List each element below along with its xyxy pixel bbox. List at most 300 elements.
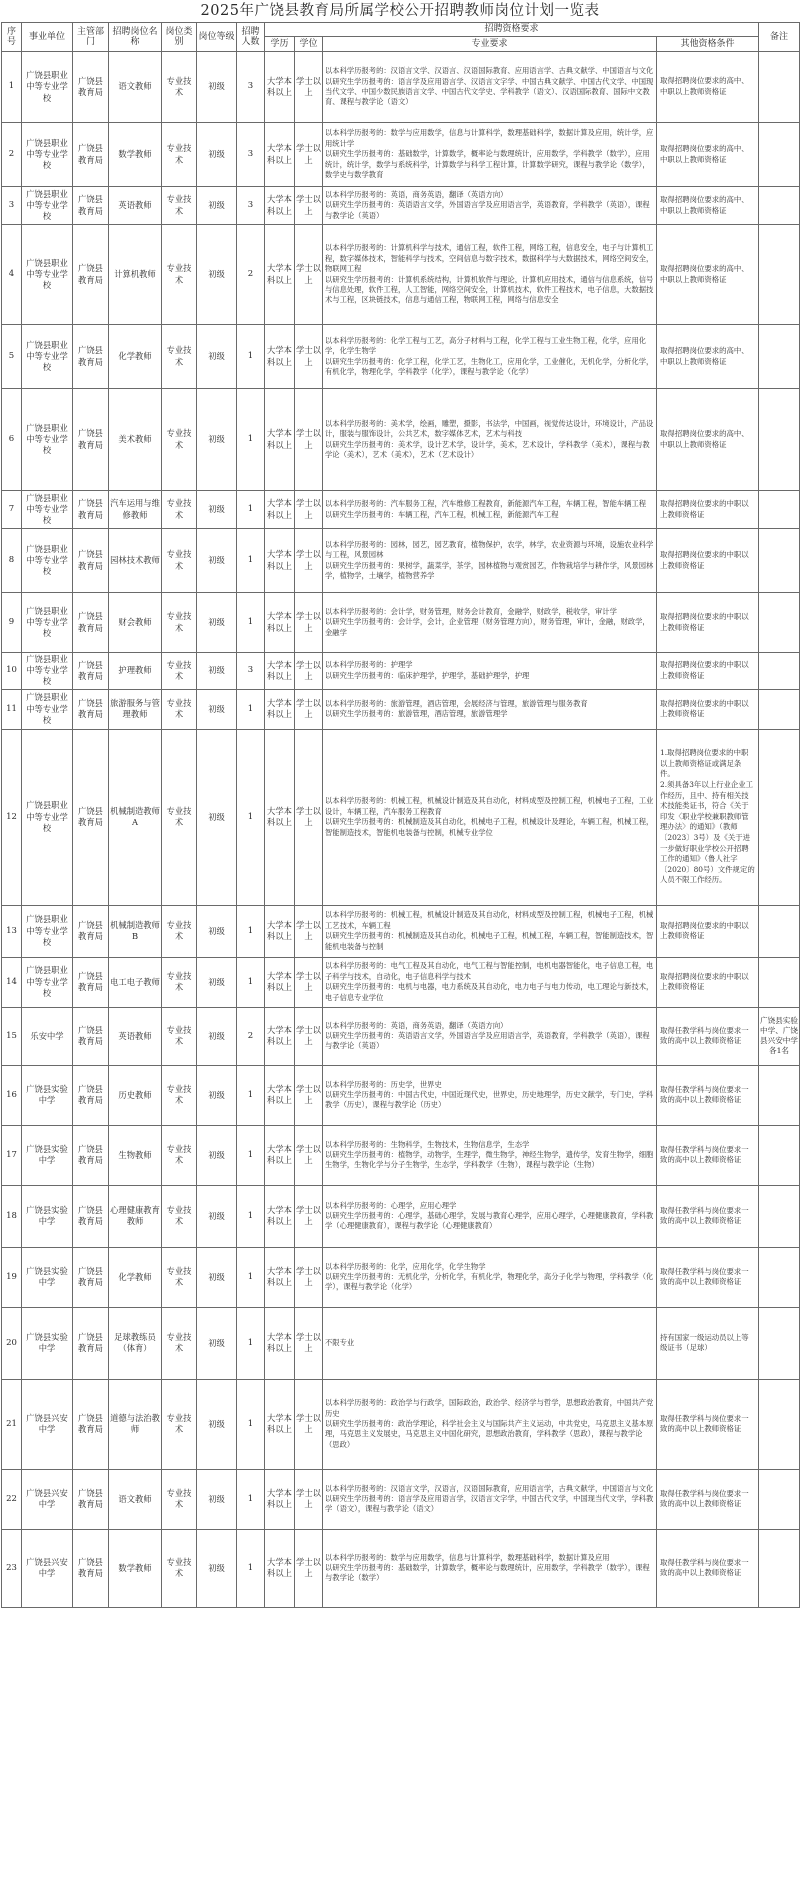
header-other: 其他资格条件 bbox=[657, 37, 759, 52]
cell-unit: 广饶县实验中学 bbox=[22, 1065, 73, 1125]
cell-post: 道德与法治教师 bbox=[109, 1379, 162, 1469]
cell-level: 初级 bbox=[197, 529, 237, 593]
cell-req: 不限专业 bbox=[323, 1307, 657, 1379]
cell-edu: 大学本科以上 bbox=[265, 1379, 295, 1469]
cell-level: 初级 bbox=[197, 653, 237, 690]
cell-req: 以本科学历报考的：美术学，绘画，雕塑，摄影，书法学，中国画，视觉传达设计，环境设计，产品设计，服装与服饰设计，公共艺术，数字媒体艺术，艺术与科技 以研究生学历报考的：美术学，设计艺术学，设计学，美术，艺术设计，学科教学（美术），课程与教学论（美术），艺术（美术），艺术（艺术设计） bbox=[323, 389, 657, 491]
cell-cat: 专业技术 bbox=[162, 957, 197, 1007]
cell-req: 以本科学历报考的：汉语言文学，汉语言，汉语国际教育，应用语言学，古典文献学，中国语言与文化 以研究生学历报考的：语言学及应用语言学，汉语言文字学，中国古代文学，中国现当代文学，学科教学（语文），课程与教学论（语文） bbox=[323, 1469, 657, 1529]
cell-other: 取得任教学科与岗位要求一致的高中以上教师资格证 bbox=[657, 1469, 759, 1529]
header-edu: 学历 bbox=[265, 37, 295, 52]
cell-edu: 大学本科以上 bbox=[265, 1529, 295, 1607]
cell-dept: 广饶县教育局 bbox=[73, 491, 109, 529]
cell-cat: 专业技术 bbox=[162, 225, 197, 325]
cell-edu: 大学本科以上 bbox=[265, 389, 295, 491]
cell-unit: 广饶县职业中等专业学校 bbox=[22, 491, 73, 529]
cell-degree: 学士以上 bbox=[295, 491, 323, 529]
cell-count: 1 bbox=[237, 325, 265, 389]
cell-edu: 大学本科以上 bbox=[265, 123, 295, 187]
cell-no: 3 bbox=[2, 187, 22, 225]
cell-other: 取得招聘岗位要求的中职以上教师资格证 bbox=[657, 491, 759, 529]
cell-dept: 广饶县教育局 bbox=[73, 529, 109, 593]
cell-cat: 专业技术 bbox=[162, 1379, 197, 1469]
cell-dept: 广饶县教育局 bbox=[73, 1247, 109, 1307]
cell-remark bbox=[759, 1307, 800, 1379]
cell-post: 财会教师 bbox=[109, 593, 162, 653]
cell-level: 初级 bbox=[197, 1007, 237, 1065]
cell-post: 园林技术教师 bbox=[109, 529, 162, 593]
cell-unit: 广饶县职业中等专业学校 bbox=[22, 225, 73, 325]
cell-no: 2 bbox=[2, 123, 22, 187]
cell-count: 1 bbox=[237, 1247, 265, 1307]
cell-count: 1 bbox=[237, 529, 265, 593]
cell-cat: 专业技术 bbox=[162, 1007, 197, 1065]
cell-unit: 广饶县职业中等专业学校 bbox=[22, 729, 73, 905]
cell-remark bbox=[759, 1469, 800, 1529]
cell-no: 21 bbox=[2, 1379, 22, 1469]
cell-count: 3 bbox=[237, 52, 265, 123]
header-unit: 事业单位 bbox=[22, 23, 73, 52]
table-row bbox=[2, 529, 800, 593]
cell-unit: 广饶县实验中学 bbox=[22, 1185, 73, 1247]
cell-level: 初级 bbox=[197, 1125, 237, 1185]
document-title: 2025年广饶县教育局所属学校公开招聘教师岗位计划一览表 bbox=[200, 3, 600, 19]
cell-other: 取得任教学科与岗位要求一致的高中以上教师资格证 bbox=[657, 1379, 759, 1469]
cell-level: 初级 bbox=[197, 389, 237, 491]
cell-req: 以本科学历报考的：汉语言文学、汉语言、汉语国际教育、应用语言学、古典文献学、中国语言与文化 以研究生学历报考的：语言学及应用语言学、汉语言文字学、中国古典文献学、中国古代文学、中国现当代文学、中国少数民族语言文学、中国古代文学史、学科教学（语文）、汉语国际教育、国际中文教育、课程与教学论（语文） bbox=[323, 52, 657, 123]
header-req-group: 招聘资格要求 bbox=[265, 23, 759, 37]
cell-edu: 大学本科以上 bbox=[265, 593, 295, 653]
cell-no: 10 bbox=[2, 653, 22, 690]
cell-req: 以本科学历报考的：英语，商务英语，翻译（英语方向） 以研究生学历报考的：英语语言文学，外国语言学及应用语言学，英语教育，学科教学（英语），课程与教学论（英语） bbox=[323, 187, 657, 225]
cell-unit: 广饶县职业中等专业学校 bbox=[22, 905, 73, 957]
cell-unit: 广饶县职业中等专业学校 bbox=[22, 123, 73, 187]
cell-post: 计算机教师 bbox=[109, 225, 162, 325]
cell-count: 1 bbox=[237, 957, 265, 1007]
cell-remark bbox=[759, 1185, 800, 1247]
cell-req: 以本科学历报考的：生物科学，生物技术，生物信息学，生态学 以研究生学历报考的：植物学，动物学，生理学，微生物学，神经生物学，遗传学，发育生物学，细胞生物学，生物化学与分子生物学，生态学，学科教学（生物），课程与教学论（生物） bbox=[323, 1125, 657, 1185]
cell-other: 持有国家一级运动员以上等级证书（足球） bbox=[657, 1307, 759, 1379]
cell-count: 1 bbox=[237, 729, 265, 905]
cell-level: 初级 bbox=[197, 225, 237, 325]
cell-edu: 大学本科以上 bbox=[265, 52, 295, 123]
cell-other: 取得招聘岗位要求的高中、中职以上教师资格证 bbox=[657, 123, 759, 187]
cell-count: 1 bbox=[237, 689, 265, 729]
cell-no: 18 bbox=[2, 1185, 22, 1247]
cell-level: 初级 bbox=[197, 689, 237, 729]
cell-cat: 专业技术 bbox=[162, 1185, 197, 1247]
cell-cat: 专业技术 bbox=[162, 52, 197, 123]
cell-level: 初级 bbox=[197, 905, 237, 957]
cell-edu: 大学本科以上 bbox=[265, 1065, 295, 1125]
cell-unit: 广饶县实验中学 bbox=[22, 1247, 73, 1307]
cell-post: 护理教师 bbox=[109, 653, 162, 690]
cell-no: 4 bbox=[2, 225, 22, 325]
cell-req: 以本科学历报考的：旅游管理，酒店管理，会展经济与管理，旅游管理与服务教育 以研究生学历报考的：旅游管理，酒店管理，旅游管理学 bbox=[323, 689, 657, 729]
cell-level: 初级 bbox=[197, 1379, 237, 1469]
table-row bbox=[2, 491, 800, 529]
cell-req: 以本科学历报考的：数学与应用数学，信息与计算科学，数理基础科学，数据计算及应用，统计学，应用统计学 以研究生学历报考的：基础数学，计算数学，概率论与数理统计，应用数学，学科教学（数学），应用统计，统计学，数学与系统科学，计算数学与科学工程计算，计算数学研究，课程与教学论（数学），数学史与数学教育 bbox=[323, 123, 657, 187]
cell-count: 1 bbox=[237, 1379, 265, 1469]
cell-req: 以本科学历报考的：历史学，世界史 以研究生学历报考的：中国古代史，中国近现代史，世界史，历史地理学，历史文献学，专门史，学科教学（历史），课程与教学论（历史） bbox=[323, 1065, 657, 1125]
cell-dept: 广饶县教育局 bbox=[73, 1469, 109, 1529]
cell-cat: 专业技术 bbox=[162, 491, 197, 529]
cell-no: 1 bbox=[2, 52, 22, 123]
cell-remark bbox=[759, 225, 800, 325]
cell-other: 取得招聘岗位要求的中职以上教师资格证 bbox=[657, 529, 759, 593]
cell-cat: 专业技术 bbox=[162, 529, 197, 593]
cell-remark bbox=[759, 52, 800, 123]
cell-cat: 专业技术 bbox=[162, 325, 197, 389]
cell-req: 以本科学历报考的：数学与应用数学，信息与计算科学，数理基础科学，数据计算及应用 以研究生学历报考的：基础数学，计算数学，概率论与数理统计，应用数学，学科教学（数学），课程与教学论（数学） bbox=[323, 1529, 657, 1607]
cell-other: 取得招聘岗位要求的中职以上教师资格证 bbox=[657, 957, 759, 1007]
cell-req: 以本科学历报考的：政治学与行政学，国际政治，政治学、经济学与哲学，思想政治教育，中国共产党历史 以研究生学历报考的：政治学理论，科学社会主义与国际共产主义运动，中共党史，马克思主义基本原理，马克思主义发展史，马克思主义中国化研究，思想政治教育，学科教学（思政），课程与教学论（思政） bbox=[323, 1379, 657, 1469]
cell-count: 1 bbox=[237, 1529, 265, 1607]
cell-unit: 广饶县职业中等专业学校 bbox=[22, 653, 73, 690]
cell-other: 取得任教学科与岗位要求一致的高中以上教师资格证 bbox=[657, 1007, 759, 1065]
cell-degree: 学士以上 bbox=[295, 225, 323, 325]
cell-edu: 大学本科以上 bbox=[265, 1185, 295, 1247]
cell-degree: 学士以上 bbox=[295, 1065, 323, 1125]
table-row bbox=[2, 689, 800, 729]
table-row bbox=[2, 1529, 800, 1607]
cell-unit: 广饶县职业中等专业学校 bbox=[22, 389, 73, 491]
cell-no: 11 bbox=[2, 689, 22, 729]
cell-cat: 专业技术 bbox=[162, 905, 197, 957]
cell-post: 数学教师 bbox=[109, 123, 162, 187]
cell-degree: 学士以上 bbox=[295, 1529, 323, 1607]
cell-unit: 广饶县职业中等专业学校 bbox=[22, 957, 73, 1007]
cell-req: 以本科学历报考的：护理学 以研究生学历报考的：临床护理学，护理学，基础护理学，护理 bbox=[323, 653, 657, 690]
header-degree: 学位 bbox=[295, 37, 323, 52]
table-row bbox=[2, 52, 800, 123]
header-level: 岗位等级 bbox=[197, 23, 237, 52]
cell-dept: 广饶县教育局 bbox=[73, 225, 109, 325]
cell-remark bbox=[759, 729, 800, 905]
cell-dept: 广饶县教育局 bbox=[73, 689, 109, 729]
cell-req: 以本科学历报考的：英语，商务英语，翻译（英语方向） 以研究生学历报考的：英语语言文学，外国语言学及应用语言学，英语教育，学科教学（英语），课程与教学论（英语） bbox=[323, 1007, 657, 1065]
cell-unit: 乐安中学 bbox=[22, 1007, 73, 1065]
cell-other: 取得任教学科与岗位要求一致的高中以上教师资格证 bbox=[657, 1247, 759, 1307]
cell-count: 1 bbox=[237, 491, 265, 529]
cell-unit: 广饶县职业中等专业学校 bbox=[22, 52, 73, 123]
cell-unit: 广饶县职业中等专业学校 bbox=[22, 187, 73, 225]
cell-other: 取得招聘岗位要求的中职以上教师资格证 bbox=[657, 593, 759, 653]
cell-req: 以本科学历报考的：计算机科学与技术，通信工程，软件工程，网络工程，信息安全，电子与计算机工程，数字媒体技术，智能科学与技术，空间信息与数字技术，数据科学与大数据技术，网络空间安全，物联网工程 以研究生学历报考的：计算机系统结构，计算机软件与理论，计算机应用技术，通信与信息系统，信号与信息处理，软件工程，人工智能，网络空间安全，计算机技术，软件工程技术，电子信息，大数据技术与工程，区块链技术，信息与通信工程，物联网工程，网络与信息安全 bbox=[323, 225, 657, 325]
cell-cat: 专业技术 bbox=[162, 1247, 197, 1307]
cell-remark bbox=[759, 689, 800, 729]
cell-other: 取得招聘岗位要求的高中、中职以上教师资格证 bbox=[657, 325, 759, 389]
cell-edu: 大学本科以上 bbox=[265, 225, 295, 325]
cell-degree: 学士以上 bbox=[295, 52, 323, 123]
cell-remark bbox=[759, 1125, 800, 1185]
header-no: 序号 bbox=[2, 23, 22, 52]
cell-dept: 广饶县教育局 bbox=[73, 729, 109, 905]
cell-edu: 大学本科以上 bbox=[265, 905, 295, 957]
table-row bbox=[2, 1185, 800, 1247]
table-row bbox=[2, 905, 800, 957]
cell-remark bbox=[759, 187, 800, 225]
table-row bbox=[2, 593, 800, 653]
cell-no: 6 bbox=[2, 389, 22, 491]
cell-cat: 专业技术 bbox=[162, 123, 197, 187]
cell-req: 以本科学历报考的：会计学，财务管理，财务会计教育，金融学，财政学，税收学，审计学 以研究生学历报考的：会计学，会计，企业管理（财务管理方向），财务管理，审计，金融，财政学，金融学 bbox=[323, 593, 657, 653]
cell-level: 初级 bbox=[197, 1065, 237, 1125]
cell-degree: 学士以上 bbox=[295, 1007, 323, 1065]
cell-count: 3 bbox=[237, 123, 265, 187]
cell-remark bbox=[759, 123, 800, 187]
cell-remark bbox=[759, 1247, 800, 1307]
cell-dept: 广饶县教育局 bbox=[73, 325, 109, 389]
cell-remark bbox=[759, 529, 800, 593]
cell-cat: 专业技术 bbox=[162, 729, 197, 905]
cell-post: 机械制造教师B bbox=[109, 905, 162, 957]
cell-degree: 学士以上 bbox=[295, 729, 323, 905]
table-row bbox=[2, 1007, 800, 1065]
cell-edu: 大学本科以上 bbox=[265, 653, 295, 690]
cell-level: 初级 bbox=[197, 1469, 237, 1529]
cell-no: 15 bbox=[2, 1007, 22, 1065]
cell-edu: 大学本科以上 bbox=[265, 529, 295, 593]
cell-edu: 大学本科以上 bbox=[265, 1125, 295, 1185]
cell-post: 化学教师 bbox=[109, 1247, 162, 1307]
cell-edu: 大学本科以上 bbox=[265, 1307, 295, 1379]
cell-count: 2 bbox=[237, 225, 265, 325]
cell-degree: 学士以上 bbox=[295, 653, 323, 690]
cell-edu: 大学本科以上 bbox=[265, 689, 295, 729]
cell-unit: 广饶县职业中等专业学校 bbox=[22, 689, 73, 729]
cell-unit: 广饶县职业中等专业学校 bbox=[22, 529, 73, 593]
cell-req: 以本科学历报考的：化学，应用化学，化学生物学 以研究生学历报考的：无机化学，分析化学，有机化学，物理化学，高分子化学与物理，学科教学（化学），课程与教学论（化学） bbox=[323, 1247, 657, 1307]
cell-dept: 广饶县教育局 bbox=[73, 187, 109, 225]
cell-req: 以本科学历报考的：机械工程，机械设计制造及其自动化，材料成型及控制工程，机械电子工程，机械工艺技术，车辆工程 以研究生学历报考的：机械制造及其自动化，机械电子工程，机械工程，车辆工程，智能制造技术，智能机电装备与控制 bbox=[323, 905, 657, 957]
cell-other: 取得招聘岗位要求的高中、中职以上教师资格证 bbox=[657, 225, 759, 325]
table-row bbox=[2, 325, 800, 389]
cell-remark bbox=[759, 1529, 800, 1607]
cell-degree: 学士以上 bbox=[295, 187, 323, 225]
cell-remark bbox=[759, 325, 800, 389]
cell-level: 初级 bbox=[197, 1247, 237, 1307]
cell-unit: 广饶县兴安中学 bbox=[22, 1469, 73, 1529]
table-row bbox=[2, 1307, 800, 1379]
cell-unit: 广饶县实验中学 bbox=[22, 1307, 73, 1379]
cell-no: 16 bbox=[2, 1065, 22, 1125]
header-count: 招聘人数 bbox=[237, 23, 265, 52]
cell-post: 足球教练员（体育） bbox=[109, 1307, 162, 1379]
cell-count: 2 bbox=[237, 1007, 265, 1065]
cell-unit: 广饶县兴安中学 bbox=[22, 1379, 73, 1469]
cell-no: 5 bbox=[2, 325, 22, 389]
cell-edu: 大学本科以上 bbox=[265, 729, 295, 905]
cell-level: 初级 bbox=[197, 1529, 237, 1607]
cell-degree: 学士以上 bbox=[295, 1125, 323, 1185]
cell-other: 取得招聘岗位要求的中职以上教师资格证 bbox=[657, 689, 759, 729]
cell-no: 9 bbox=[2, 593, 22, 653]
cell-remark bbox=[759, 1379, 800, 1469]
cell-edu: 大学本科以上 bbox=[265, 1007, 295, 1065]
table-row bbox=[2, 1379, 800, 1469]
cell-dept: 广饶县教育局 bbox=[73, 593, 109, 653]
table-row bbox=[2, 1469, 800, 1529]
cell-cat: 专业技术 bbox=[162, 1125, 197, 1185]
cell-cat: 专业技术 bbox=[162, 187, 197, 225]
cell-other: 取得招聘岗位要求的中职以上教师资格证 bbox=[657, 653, 759, 690]
table-row bbox=[2, 957, 800, 1007]
cell-edu: 大学本科以上 bbox=[265, 1469, 295, 1529]
cell-count: 3 bbox=[237, 653, 265, 690]
cell-req: 以本科学历报考的：机械工程，机械设计制造及其自动化，材料成型及控制工程，机械电子工程，工业设计，车辆工程，汽车服务工程教育 以研究生学历报考的：机械制造及其自动化，机械电子工程，机械设计及理论，车辆工程，机械工程，智能制造技术，智能机电装备与控制，机械专业学位 bbox=[323, 729, 657, 905]
cell-dept: 广饶县教育局 bbox=[73, 1529, 109, 1607]
cell-degree: 学士以上 bbox=[295, 1469, 323, 1529]
cell-req: 以本科学历报考的：汽车服务工程，汽车维修工程教育，新能源汽车工程，车辆工程，智能车辆工程 以研究生学历报考的：车辆工程，汽车工程，机械工程，新能源汽车工程 bbox=[323, 491, 657, 529]
cell-level: 初级 bbox=[197, 957, 237, 1007]
cell-post: 机械制造教师A bbox=[109, 729, 162, 905]
header-major: 专业要求 bbox=[323, 37, 657, 52]
cell-other: 取得任教学科与岗位要求一致的高中以上教师资格证 bbox=[657, 1125, 759, 1185]
cell-count: 3 bbox=[237, 187, 265, 225]
cell-post: 汽车运用与维修教师 bbox=[109, 491, 162, 529]
cell-level: 初级 bbox=[197, 1185, 237, 1247]
cell-dept: 广饶县教育局 bbox=[73, 1307, 109, 1379]
cell-no: 14 bbox=[2, 957, 22, 1007]
cell-no: 20 bbox=[2, 1307, 22, 1379]
cell-no: 22 bbox=[2, 1469, 22, 1529]
cell-degree: 学士以上 bbox=[295, 1185, 323, 1247]
cell-no: 19 bbox=[2, 1247, 22, 1307]
cell-req: 以本科学历报考的：电气工程及其自动化，电气工程与智能控制，电机电器智能化，电子信息工程，电子科学与技术，自动化，电子信息科学与技术 以研究生学历报考的：电机与电器，电力系统及其自动化，电力电子与电力传动，电工理论与新技术，电子信息专业学位 bbox=[323, 957, 657, 1007]
cell-post: 数学教师 bbox=[109, 1529, 162, 1607]
cell-dept: 广饶县教育局 bbox=[73, 905, 109, 957]
cell-post: 旅游服务与管理教师 bbox=[109, 689, 162, 729]
cell-other: 取得招聘岗位要求的高中、中职以上教师资格证 bbox=[657, 187, 759, 225]
cell-post: 美术教师 bbox=[109, 389, 162, 491]
cell-count: 1 bbox=[237, 1125, 265, 1185]
cell-remark bbox=[759, 653, 800, 690]
cell-dept: 广饶县教育局 bbox=[73, 1379, 109, 1469]
table-row bbox=[2, 187, 800, 225]
cell-level: 初级 bbox=[197, 491, 237, 529]
cell-degree: 学士以上 bbox=[295, 123, 323, 187]
cell-degree: 学士以上 bbox=[295, 1379, 323, 1469]
table-row bbox=[2, 1125, 800, 1185]
cell-remark: 广饶县实验中学、广饶县兴安中学各1名 bbox=[759, 1007, 800, 1065]
cell-other: 取得招聘岗位要求的高中、中职以上教师资格证 bbox=[657, 52, 759, 123]
cell-dept: 广饶县教育局 bbox=[73, 52, 109, 123]
cell-post: 电工电子教师 bbox=[109, 957, 162, 1007]
cell-cat: 专业技术 bbox=[162, 389, 197, 491]
cell-dept: 广饶县教育局 bbox=[73, 1007, 109, 1065]
cell-count: 1 bbox=[237, 389, 265, 491]
cell-cat: 专业技术 bbox=[162, 1469, 197, 1529]
cell-level: 初级 bbox=[197, 729, 237, 905]
cell-no: 8 bbox=[2, 529, 22, 593]
cell-count: 1 bbox=[237, 1065, 265, 1125]
cell-degree: 学士以上 bbox=[295, 689, 323, 729]
cell-level: 初级 bbox=[197, 325, 237, 389]
cell-cat: 专业技术 bbox=[162, 1065, 197, 1125]
cell-edu: 大学本科以上 bbox=[265, 325, 295, 389]
cell-degree: 学士以上 bbox=[295, 389, 323, 491]
cell-req: 以本科学历报考的：心理学，应用心理学 以研究生学历报考的：心理学，基础心理学，发展与教育心理学，应用心理学，心理健康教育，学科教学（心理健康教育），课程与教学论（心理健康教育） bbox=[323, 1185, 657, 1247]
cell-remark bbox=[759, 491, 800, 529]
cell-degree: 学士以上 bbox=[295, 325, 323, 389]
table-row bbox=[2, 389, 800, 491]
cell-unit: 广饶县兴安中学 bbox=[22, 1529, 73, 1607]
cell-degree: 学士以上 bbox=[295, 1247, 323, 1307]
cell-post: 语文教师 bbox=[109, 52, 162, 123]
table-row bbox=[2, 123, 800, 187]
cell-remark bbox=[759, 905, 800, 957]
cell-no: 12 bbox=[2, 729, 22, 905]
cell-other: 取得任教学科与岗位要求一致的高中以上教师资格证 bbox=[657, 1529, 759, 1607]
cell-dept: 广饶县教育局 bbox=[73, 653, 109, 690]
cell-no: 7 bbox=[2, 491, 22, 529]
table-row bbox=[2, 225, 800, 325]
cell-no: 13 bbox=[2, 905, 22, 957]
cell-dept: 广饶县教育局 bbox=[73, 389, 109, 491]
cell-count: 1 bbox=[237, 593, 265, 653]
cell-remark bbox=[759, 1065, 800, 1125]
cell-no: 17 bbox=[2, 1125, 22, 1185]
cell-degree: 学士以上 bbox=[295, 957, 323, 1007]
header-dept: 主管部门 bbox=[73, 23, 109, 52]
table-row bbox=[2, 1247, 800, 1307]
cell-edu: 大学本科以上 bbox=[265, 187, 295, 225]
cell-other: 取得招聘岗位要求的高中、中职以上教师资格证 bbox=[657, 389, 759, 491]
cell-post: 语文教师 bbox=[109, 1469, 162, 1529]
cell-degree: 学士以上 bbox=[295, 905, 323, 957]
cell-other: 取得任教学科与岗位要求一致的高中以上教师资格证 bbox=[657, 1065, 759, 1125]
cell-degree: 学士以上 bbox=[295, 529, 323, 593]
cell-dept: 广饶县教育局 bbox=[73, 1185, 109, 1247]
cell-level: 初级 bbox=[197, 52, 237, 123]
cell-edu: 大学本科以上 bbox=[265, 1247, 295, 1307]
cell-cat: 专业技术 bbox=[162, 689, 197, 729]
cell-post: 生物教师 bbox=[109, 1125, 162, 1185]
cell-post: 历史教师 bbox=[109, 1065, 162, 1125]
cell-cat: 专业技术 bbox=[162, 1307, 197, 1379]
header-category: 岗位类别 bbox=[162, 23, 197, 52]
cell-other: 取得招聘岗位要求的中职以上教师资格证 bbox=[657, 905, 759, 957]
cell-post: 化学教师 bbox=[109, 325, 162, 389]
recruitment-table bbox=[1, 22, 800, 1608]
cell-level: 初级 bbox=[197, 1307, 237, 1379]
cell-req: 以本科学历报考的：园林，园艺，园艺教育，植物保护，农学，林学，农业资源与环境，设施农业科学与工程，风景园林 以研究生学历报考的：果树学，蔬菜学，茶学，园林植物与观赏园艺，作物栽培学与耕作学，风景园林学，植物学，土壤学，植物营养学 bbox=[323, 529, 657, 593]
cell-dept: 广饶县教育局 bbox=[73, 957, 109, 1007]
cell-count: 1 bbox=[237, 1307, 265, 1379]
cell-level: 初级 bbox=[197, 593, 237, 653]
cell-unit: 广饶县职业中等专业学校 bbox=[22, 593, 73, 653]
cell-post: 心理健康教育教师 bbox=[109, 1185, 162, 1247]
cell-post: 英语教师 bbox=[109, 187, 162, 225]
table-row bbox=[2, 729, 800, 905]
header-post: 招聘岗位名称 bbox=[109, 23, 162, 52]
cell-edu: 大学本科以上 bbox=[265, 491, 295, 529]
cell-req: 以本科学历报考的：化学工程与工艺，高分子材料与工程，化学工程与工业生物工程，化学，应用化学，化学生物学 以研究生学历报考的：化学工程，化学工艺，生物化工，应用化学，工业催化，无机化学，分析化学，有机化学，物理化学，学科教学（化学），课程与教学论（化学） bbox=[323, 325, 657, 389]
table-body bbox=[2, 52, 800, 1608]
cell-remark bbox=[759, 957, 800, 1007]
cell-no: 23 bbox=[2, 1529, 22, 1607]
cell-degree: 学士以上 bbox=[295, 593, 323, 653]
cell-remark bbox=[759, 593, 800, 653]
cell-level: 初级 bbox=[197, 123, 237, 187]
cell-dept: 广饶县教育局 bbox=[73, 1125, 109, 1185]
cell-remark bbox=[759, 389, 800, 491]
cell-degree: 学士以上 bbox=[295, 1307, 323, 1379]
cell-level: 初级 bbox=[197, 187, 237, 225]
table-row bbox=[2, 1065, 800, 1125]
cell-edu: 大学本科以上 bbox=[265, 957, 295, 1007]
